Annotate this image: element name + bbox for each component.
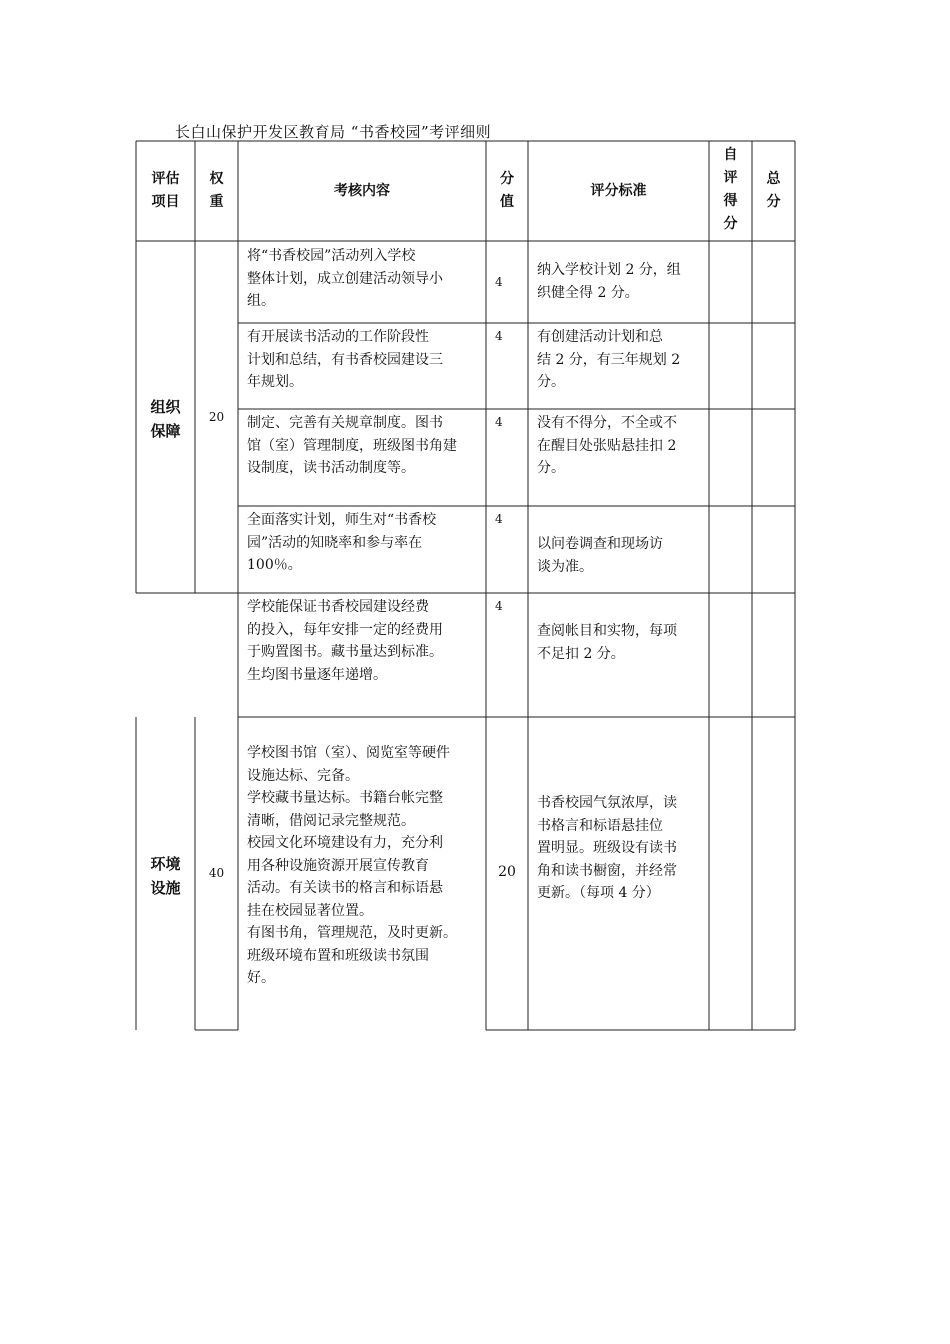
- standard-line: 分。: [537, 460, 565, 476]
- row-standard: [537, 412, 709, 480]
- standard-line: 书格言和标语悬挂位: [537, 817, 663, 834]
- content-line: 整体计划，成立创建活动领导小: [247, 270, 443, 287]
- header-item: [136, 168, 195, 214]
- standard-line: 在醒目处张贴悬挂扣 2: [537, 437, 677, 454]
- content-line: 有图书角，管理规范，及时更新。: [247, 925, 457, 941]
- header-total: [752, 168, 795, 214]
- section-name-organization: [136, 395, 195, 443]
- content-line: 年规划。: [247, 374, 303, 390]
- content-line: 有开展读书活动的工作阶段性: [247, 329, 429, 345]
- content-line: 学校藏书量达标。书籍台帐完整: [247, 790, 443, 806]
- header-item-line1: 评估: [151, 171, 180, 187]
- header-score-line2: 值: [500, 194, 514, 210]
- standard-line: 角和读书橱窗，并经常: [537, 862, 677, 879]
- header-score-line1: 分: [500, 171, 514, 187]
- document-title: 长白山保护开发区教育局 “书香校园”考评细则: [175, 123, 492, 141]
- row-score: 4: [495, 415, 503, 429]
- row-standard: [537, 792, 709, 905]
- header-self-score: [709, 144, 752, 236]
- content-line: 计划和总结，有书香校园建设三: [247, 351, 443, 368]
- content-line: 设施达标、完备。: [247, 767, 359, 784]
- standard-line: 织健全得 2 分。: [537, 284, 639, 301]
- row-score: 4: [495, 329, 503, 343]
- content-line: 馆（室）管理制度，班级图书角建: [247, 437, 457, 454]
- row-content: [247, 326, 483, 394]
- header-weight-line1: 权: [209, 171, 224, 187]
- header-self-4: 分: [723, 216, 738, 232]
- content-line: 设制度，读书活动制度等。: [247, 460, 415, 476]
- content-line: 全面落实计划，师生对“书香校: [247, 512, 437, 528]
- header-total-1: 总: [766, 171, 781, 187]
- standard-line: 书香校园气氛浓厚，读: [537, 795, 677, 811]
- row-standard: [537, 533, 709, 578]
- header-self-1: 自: [723, 147, 738, 163]
- content-line: 100％。: [247, 557, 302, 573]
- standard-line: 以问卷调查和现场访: [537, 536, 663, 552]
- header-self-3: 得: [723, 193, 738, 209]
- standard-line: 分。: [537, 374, 565, 390]
- standard-line: 不足扣 2 分。: [537, 645, 625, 662]
- header-standard: 评分标准: [590, 183, 647, 199]
- header-item-line2: 项目: [151, 194, 180, 210]
- header-self-2: 评: [723, 170, 738, 186]
- header-weight-line2: 重: [209, 194, 224, 210]
- content-line: 将“书香校园”活动列入学校: [247, 248, 416, 264]
- content-line: 活动。有关读书的格言和标语悬: [247, 880, 443, 896]
- row-standard: [537, 620, 709, 665]
- section-weight: 20: [208, 410, 225, 424]
- header-score: [486, 168, 528, 214]
- content-line: 好。: [247, 970, 275, 986]
- standard-line: 有创建活动计划和总: [537, 329, 663, 345]
- section-name-line1: 环境: [150, 855, 181, 873]
- standard-line: 谈为准。: [537, 558, 593, 575]
- content-line: 学校能保证书香校园建设经费: [247, 599, 429, 615]
- content-line: 挂在校园显著位置。: [247, 902, 373, 919]
- content-line: 清晰，借阅记录完整规范。: [247, 812, 415, 829]
- content-line: 的投入，每年安排一定的经费用: [247, 621, 443, 638]
- content-line: 用各种设施资源开展宣传教育: [247, 857, 429, 874]
- row-score: 4: [495, 275, 503, 289]
- standard-line: 没有不得分，不全或不: [537, 415, 677, 431]
- content-line: 制定、完善有关规章制度。图书: [247, 415, 443, 431]
- section-name-environment: [136, 852, 195, 900]
- row-standard: [537, 326, 709, 394]
- row-content: [247, 412, 483, 480]
- row-score: 4: [495, 599, 503, 613]
- header-weight: [195, 168, 238, 214]
- header-total-2: 分: [766, 194, 781, 210]
- row-content: [247, 509, 483, 577]
- row-score: 4: [495, 512, 503, 526]
- content-line: 学校图书馆（室）、阅览室等硬件: [247, 745, 450, 761]
- content-line: 校园文化环境建设有力，充分利: [247, 835, 443, 851]
- content-line: 组。: [247, 293, 275, 309]
- row-content: [247, 742, 483, 990]
- section-name-line1: 组织: [150, 398, 181, 416]
- row-content: [247, 596, 483, 686]
- standard-line: 纳入学校计划 2 分，组: [537, 262, 681, 278]
- section-name-line2: 设施: [150, 879, 181, 897]
- content-line: 园”活动的知晓率和参与率在: [247, 534, 423, 551]
- section-weight: 40: [208, 866, 225, 880]
- standard-line: 更新。（每项 4 分）: [537, 885, 660, 901]
- content-line: 于购置图书。藏书量达到标准。: [247, 644, 443, 660]
- content-line: 生均图书量逐年递增。: [247, 666, 387, 683]
- standard-line: 结 2 分，有三年规划 2: [537, 351, 681, 368]
- header-content: 考核内容: [334, 183, 390, 199]
- standard-line: 置明显。班级设有读书: [537, 840, 677, 856]
- row-standard: [537, 259, 709, 304]
- row-content: [247, 245, 483, 313]
- section-name-line2: 保障: [150, 422, 181, 440]
- row-score: 20: [498, 864, 516, 880]
- content-line: 班级环境布置和班级读书氛围: [247, 947, 429, 964]
- standard-line: 查阅帐目和实物，每项: [537, 623, 677, 639]
